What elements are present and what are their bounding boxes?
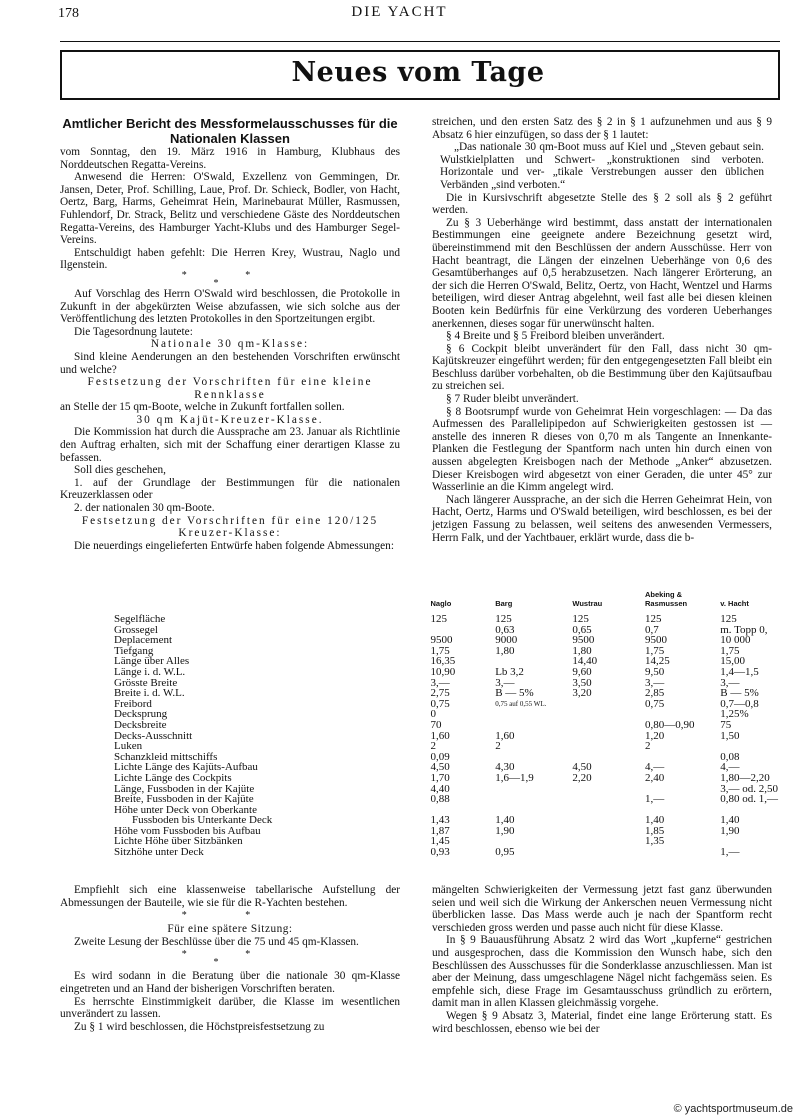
paragraph: Die in Kursivschrift abgesetzte Stelle des § 2 soll als § 2 geführt werden. bbox=[432, 191, 772, 217]
column-header: Wustrau bbox=[572, 599, 603, 608]
paragraph: Die neuerdings eingelieferten Entwürfe haben folgende Abmessungen: bbox=[74, 539, 394, 552]
table-cell bbox=[570, 826, 643, 837]
quote: „Das nationale 30 qm-Boot muss auf Kiel und „Steven gebaut sein. Wulstkielplatten und Schwert- „konstruktionen sind verboten. Horizontale und ver- „tikale Verstrebungen ausser den üblichen Verbänden „sind verboten.“ bbox=[440, 141, 764, 191]
table-cell: 0,88 bbox=[430, 793, 450, 806]
table-cell: 4,50 bbox=[430, 761, 450, 774]
table-cell: 125 bbox=[495, 613, 512, 625]
table-cell: 3,20 bbox=[572, 687, 592, 700]
paragraph: Wegen § 9 Absatz 3, Material, findet eine lange Erörterung statt. Es wird beschlossen, ebenso wie bei der bbox=[432, 1009, 772, 1035]
paragraph: Empfiehlt sich eine klassenweise tabellarische Aufstellung der Abmessungen der Bauteile, wie sie für die R-Yachten bestehen. bbox=[60, 884, 400, 909]
table-cell bbox=[570, 709, 643, 720]
paragraph: § 6 Cockpit bleibt unverändert für den Fall, dass nicht 30 qm-Kajütskreuzer eingeführt werden; für den entgegengesetzten Fall bleibt ein Beschluss darüber vorbehalten, ob die Bestimmung über den Kajütsaufbau zu streichen sei. bbox=[432, 342, 772, 393]
row-label: Fussboden bis Unterkante Deck bbox=[132, 814, 273, 827]
table-cell: 125 bbox=[645, 613, 662, 625]
paragraph: Zu § 1 wird beschlossen, die Höchstpreisfestsetzung zu bbox=[74, 1020, 325, 1033]
table-cell bbox=[493, 784, 570, 795]
table-cell: Lb 3,2 bbox=[495, 665, 524, 678]
table-cell: 9500 bbox=[572, 634, 595, 647]
table-row bbox=[60, 720, 780, 731]
table-cell: m. Topp 0, bbox=[720, 623, 768, 636]
row-label: Lichte Länge des Kajüts-Aufbau bbox=[114, 761, 258, 774]
list-item: 2. der nationalen 30 qm-Boote. bbox=[74, 502, 215, 515]
paragraph: mängelten Schwierigkeiten der Vermessung jetzt fast ganz überwunden seien und weil sich die Wirkung der Ankerschen neuen Vermessung nicht überblicken lasse. Das Mass werde auch je nach der Spantform recht verschieden gross werden und passe auch nicht für diese Klasse. bbox=[432, 884, 772, 934]
article-heading: Amtlicher Bericht des Messformelausschusses für die Nationalen Klassen bbox=[62, 116, 398, 146]
paragraph: § 4 Breite und § 5 Freibord bleiben unverändert. bbox=[446, 330, 665, 343]
row-label: Luken bbox=[114, 740, 143, 753]
table-cell: 9500 bbox=[430, 634, 453, 647]
left-column-top bbox=[60, 116, 400, 552]
asterisk-divider: * * * bbox=[181, 269, 279, 289]
asterisk-divider: * * bbox=[181, 910, 279, 922]
row-label: Sitzhöhe unter Deck bbox=[114, 846, 204, 859]
column-header: Abeking & Rasmussen bbox=[645, 590, 688, 608]
table-cell: 4,30 bbox=[495, 761, 515, 774]
table-cell: 0,7—0,8 bbox=[720, 697, 759, 710]
row-label: Länge über Alles bbox=[114, 655, 190, 668]
row-label: Freibord bbox=[114, 697, 152, 710]
table-cell bbox=[570, 805, 643, 816]
table-cell: 9,60 bbox=[572, 665, 592, 678]
table-cell: B — 5% bbox=[720, 687, 759, 700]
table-cell: 1,75 bbox=[645, 644, 665, 657]
dimensions-table bbox=[60, 590, 780, 858]
row-label: Decks-Ausschnitt bbox=[114, 729, 193, 742]
table-cell: 3,— bbox=[720, 676, 740, 689]
table-cell: 1,75 bbox=[720, 644, 740, 657]
paragraph: Nach längerer Aussprache, an der sich die Herren Geheimrat Hein, von Hacht, Oertz, Harms und O'Swald beteiligen, wird beschlossen, es bei der jetzigen Fassung zu belassen, weil seitens des anwesenden Vermessers, Herrn Falk, und der Yachtbauer, erklärt wurde, dass die b- bbox=[432, 493, 772, 544]
row-label: Breite i. d. W.L. bbox=[114, 687, 185, 700]
left-column-bottom bbox=[60, 884, 400, 1033]
table-cell: 2 bbox=[645, 740, 651, 753]
paragraph: Es wird sodann in die Beratung über die nationale 30 qm-Klasse eingetreten und an Hand der bisherigen Vorschriften beraten. bbox=[60, 970, 400, 995]
right-column-bottom bbox=[432, 884, 772, 1035]
table-row bbox=[60, 847, 780, 858]
table-cell: 4,50 bbox=[572, 761, 592, 774]
table-cell: 0,75 bbox=[430, 697, 450, 710]
table-cell: 1,87 bbox=[430, 824, 450, 837]
right-column-top bbox=[432, 116, 772, 544]
table-cell: 4,40 bbox=[430, 782, 450, 795]
row-label: Höhe vom Fussboden bis Aufbau bbox=[114, 824, 261, 837]
table-cell bbox=[493, 709, 570, 720]
header-rule bbox=[60, 41, 780, 42]
row-label: Lichte Höhe über Sitzbänken bbox=[114, 835, 243, 848]
table-cell: 1,40 bbox=[720, 814, 740, 827]
row-label: Decksbreite bbox=[114, 718, 167, 731]
paragraph: Die Tagesordnung lautete: bbox=[74, 325, 193, 338]
table-cell: 3,— bbox=[645, 676, 665, 689]
table-cell: 0 bbox=[430, 708, 436, 721]
paragraph: Entschuldigt haben gefehlt: Die Herren Krey, Wustrau, Naglo und Ilgenstein. bbox=[60, 246, 400, 272]
table-cell: 1,90 bbox=[720, 824, 740, 837]
table-cell: 1,90 bbox=[495, 824, 515, 837]
agenda-item: Festsetzung der Vorschriften für eine 120/125 Kreuzer-Klasse: bbox=[81, 514, 379, 540]
table-cell: 0,09 bbox=[430, 750, 450, 763]
section-title: Neues vom Tage bbox=[291, 57, 545, 88]
table-cell: 125 bbox=[720, 613, 737, 625]
table-cell: 3,50 bbox=[572, 676, 592, 689]
table-row bbox=[60, 667, 780, 678]
table-cell: 1,6—1,9 bbox=[495, 771, 534, 784]
table-cell: 2,20 bbox=[572, 771, 592, 784]
table-cell bbox=[570, 720, 643, 731]
agenda-item: 30 qm Kajüt-Kreuzer-Klasse. bbox=[136, 413, 324, 426]
table-cell: 1,80—2,20 bbox=[720, 771, 770, 784]
watermark: © yachtsportmuseum.de bbox=[673, 1103, 793, 1115]
table-cell: 0,7 bbox=[645, 623, 659, 636]
table-cell: 0,63 bbox=[495, 623, 515, 636]
table-cell: 1,40 bbox=[645, 814, 665, 827]
paragraph: streichen, und den ersten Satz des § 2 in § 1 aufzunehmen und aus § 9 Absatz 6 hier einzufügen, so dass der § 1 lautet: bbox=[432, 116, 772, 141]
table-cell: 1,50 bbox=[720, 729, 740, 742]
table-row bbox=[60, 731, 780, 742]
table-row bbox=[60, 699, 780, 710]
table-cell: 1,43 bbox=[430, 814, 450, 827]
row-label: Deplacement bbox=[114, 634, 173, 647]
table-cell: 2 bbox=[430, 740, 436, 753]
table-cell: 2 bbox=[495, 740, 501, 753]
row-label: Lichte Länge des Cockpits bbox=[114, 771, 232, 784]
table-cell: 0,75 auf 0,55 WL. bbox=[495, 699, 547, 708]
row-label: Länge i. d. W.L. bbox=[114, 665, 186, 678]
table-cell: 1,85 bbox=[645, 824, 665, 837]
paragraph: Die Kommission hat durch die Aussprache am 23. Januar als Richtlinie den Auftrag erhalten, sich mit der Schaffung einer derartigen Klasse zu befassen. bbox=[60, 426, 400, 464]
table-cell: 0,93 bbox=[430, 846, 450, 859]
agenda-item: Nationale 30 qm-Klasse: bbox=[150, 338, 310, 351]
table-cell: 1,— bbox=[645, 793, 665, 806]
paragraph: an Stelle der 15 qm-Boote, welche in Zukunft fortfallen sollen. bbox=[60, 401, 345, 414]
table-cell: 125 bbox=[430, 613, 447, 625]
table-cell: 14,40 bbox=[572, 655, 598, 668]
table-cell: 1,60 bbox=[495, 729, 515, 742]
table-cell: 9000 bbox=[495, 634, 518, 647]
table-cell bbox=[570, 794, 643, 805]
table-cell: 1,35 bbox=[645, 835, 665, 848]
table-cell: 1,80 bbox=[495, 644, 515, 657]
row-label: Breite, Fussboden in der Kajüte bbox=[114, 793, 254, 806]
table-cell: 4,— bbox=[720, 761, 740, 774]
table-cell: 1,20 bbox=[645, 729, 665, 742]
paragraph: Anwesend die Herren: O'Swald, Exzellenz von Gemmingen, Dr. Jansen, Deter, Prof. Schilling, Laue, Prof. Dr. Schieck, Bodler, von Hacht, Oertz, Barg, Harms, Geheimrat Hein, Marinebaurat Müller, Rasmussen, Fuhlendorf, Dr. Strack, Belitz und verschiedene Gäste des Norddeutschen Regatta-Vereins, des Hamburger Yacht-Klubs und des Hamburger Segel-Vereins. bbox=[60, 171, 400, 247]
column-header: Barg bbox=[495, 599, 513, 608]
agenda-item: Für eine spätere Sitzung: bbox=[167, 923, 293, 936]
table-cell bbox=[493, 794, 570, 805]
row-label: Grossegel bbox=[114, 623, 158, 636]
paragraph: § 8 Bootsrumpf wurde von Geheimrat Hein vorgeschlagen: — Da das Aufmessen des Parallelipipedon auf Schwierigkeiten gestossen ist — anstelle des inneren R dieses von 0,70 m als Tangente an Innenkante-Planken die Festlegung der Spantform nach unten hin durch einen von aussen abgelegten Kreisbogen nach der Methode „Anker“ abzusetzen. Dieser Kreisbogen wird abgesetzt von einer Geraden, die unter 45° zur Wasserlinie an die Kimm angelegt wird. bbox=[432, 405, 772, 494]
paragraph: § 7 Ruder bleibt unverändert. bbox=[446, 393, 579, 406]
paragraph: Es herrschte Einstimmigkeit darüber, die Klasse im wesentlichen unverändert zu lassen. bbox=[60, 995, 400, 1021]
table-cell bbox=[570, 731, 643, 742]
table-cell: 0,08 bbox=[720, 750, 740, 763]
paragraph: Zweite Lesung der Beschlüsse über die 75 und 45 qm-Klassen. bbox=[74, 935, 359, 948]
table-cell bbox=[570, 741, 643, 752]
table-cell bbox=[570, 699, 643, 710]
table-cell: 2,75 bbox=[430, 687, 450, 700]
table-cell: 3,— bbox=[495, 676, 515, 689]
table-row bbox=[60, 773, 780, 784]
agenda-item: Festsetzung der Vorschriften für eine kleine Rennklasse bbox=[87, 376, 373, 401]
table-cell: 16,35 bbox=[430, 655, 456, 668]
table-cell: 1,80 bbox=[572, 644, 592, 657]
table-cell: 0,95 bbox=[495, 846, 515, 859]
list-item: 1. auf der Grundlage der Bestimmungen für die nationalen Kreuzerklassen oder bbox=[60, 476, 400, 502]
row-label: Decksprung bbox=[114, 708, 168, 721]
table-cell: 9,50 bbox=[645, 665, 665, 678]
table-cell: 1,45 bbox=[430, 835, 450, 848]
table-cell: 3,— od. 2,50 bbox=[720, 782, 778, 795]
table-cell: 14,25 bbox=[645, 655, 670, 668]
table-cell: 125 bbox=[572, 613, 589, 625]
page-number: 178 bbox=[58, 6, 79, 21]
table-row bbox=[60, 635, 780, 646]
row-label: Höhe unter Deck von Oberkante bbox=[114, 803, 257, 816]
table-cell: 70 bbox=[430, 718, 442, 731]
table-cell: 1,75 bbox=[430, 644, 450, 657]
table-cell: 0,75 bbox=[645, 697, 665, 710]
row-label: Segelfläche bbox=[114, 613, 166, 625]
table-cell: 1,70 bbox=[430, 771, 450, 784]
table-cell: 3,— bbox=[430, 676, 450, 689]
row-label: Tiefgang bbox=[114, 644, 154, 657]
table-cell: 1,25% bbox=[720, 708, 749, 721]
table-cell: B — 5% bbox=[495, 687, 534, 700]
table-cell: 2,85 bbox=[645, 687, 665, 700]
table-row bbox=[60, 688, 780, 699]
paragraph: Soll dies geschehen, bbox=[74, 464, 166, 477]
table-cell: 9500 bbox=[645, 634, 667, 647]
table-cell: 75 bbox=[720, 718, 732, 731]
column-header: Naglo bbox=[430, 599, 452, 608]
table-cell bbox=[570, 847, 643, 858]
table-cell: 2,40 bbox=[645, 771, 665, 784]
paragraph: Auf Vorschlag des Herrn O'Swald wird beschlossen, die Protokolle in Zukunft in der abgekürzten Weise abzufassen, wie sich solche aus der Veröffentlichung des letzten Protokolles in den Sportzeitungen ergibt. bbox=[60, 287, 400, 326]
column-header: v. Hacht bbox=[720, 599, 749, 608]
asterisk-divider: * * * bbox=[181, 949, 279, 969]
paragraph: In § 9 Bauausführung Absatz 2 wird das Wort „kupferne“ gestrichen und ausgesprochen, dass die Kommission den Wunsch habe, sich den Beschlüssen des Ausschusses für die Sonderklasse anzuschliessen. Man ist aber der Meinung, dass umgeschlagene Nägel nicht fachgemäss seien. Es empfehle sich, diese Frage im Gesamtausschuss gründlich zu erörtern, damit man in allen Klassen gleichmässig vorgehe. bbox=[432, 934, 772, 1010]
table-cell: 10 000 bbox=[720, 634, 751, 647]
table-cell: 1,40 bbox=[495, 814, 515, 827]
table-cell bbox=[570, 784, 643, 795]
row-label: Grösste Breite bbox=[114, 676, 178, 689]
row-label: Länge, Fussboden in der Kajüte bbox=[114, 782, 255, 795]
running-head: DIE YACHT bbox=[351, 4, 448, 20]
table-cell bbox=[570, 836, 643, 847]
paragraph: Zu § 3 Ueberhänge wird bestimmt, dass anstatt der internationalen Bestimmungen eine geeignete andere Bezeichnung gesetzt wird, übereinstimmend mit den Beschlüssen der andern Ausschüsse. Herr von Hacht beantragt, die Längen der einzelnen Ueberhänge von 0,6 des Gesamtüberhanges auf 0,5 herabzusetzen. Nach längerer Erörterung, an der sich die Herren O'Swald, Belitz, Oertz, von Hacht, Wentzel und Harms beteiligen, wird dieser Antrag abgelehnt, weil fast alle bei diesen kleinen Booten kein Bedürfnis für eine Verkürzung des vorderen Ueberhanges anerkennen, dieses sogar für unerwünscht halten. bbox=[432, 216, 772, 330]
paragraph: vom Sonntag, den 19. März 1916 in Hamburg, Klubhaus des Norddeutschen Regatta-Vereins. bbox=[60, 146, 400, 171]
table-cell: 1,60 bbox=[430, 729, 450, 742]
table-cell: 0,80 od. 1,— bbox=[720, 793, 778, 806]
table-cell: 1,4—1,5 bbox=[720, 665, 759, 678]
table-cell: 4,— bbox=[645, 761, 665, 774]
table-cell bbox=[643, 847, 718, 858]
paragraph: Sind kleine Aenderungen an den bestehenden Vorschriften erwünscht und welche? bbox=[60, 350, 400, 376]
table-cell: 1,— bbox=[720, 846, 740, 859]
table-row bbox=[60, 614, 780, 625]
table-cell bbox=[493, 720, 570, 731]
table-cell: 15,00 bbox=[720, 655, 745, 668]
table-cell: 0,80—0,90 bbox=[645, 718, 695, 731]
row-label: Schanzkleid mittschiffs bbox=[114, 750, 218, 763]
table-cell bbox=[570, 815, 643, 826]
table-cell: 10,90 bbox=[430, 665, 456, 678]
table-cell: 0,65 bbox=[572, 623, 592, 636]
